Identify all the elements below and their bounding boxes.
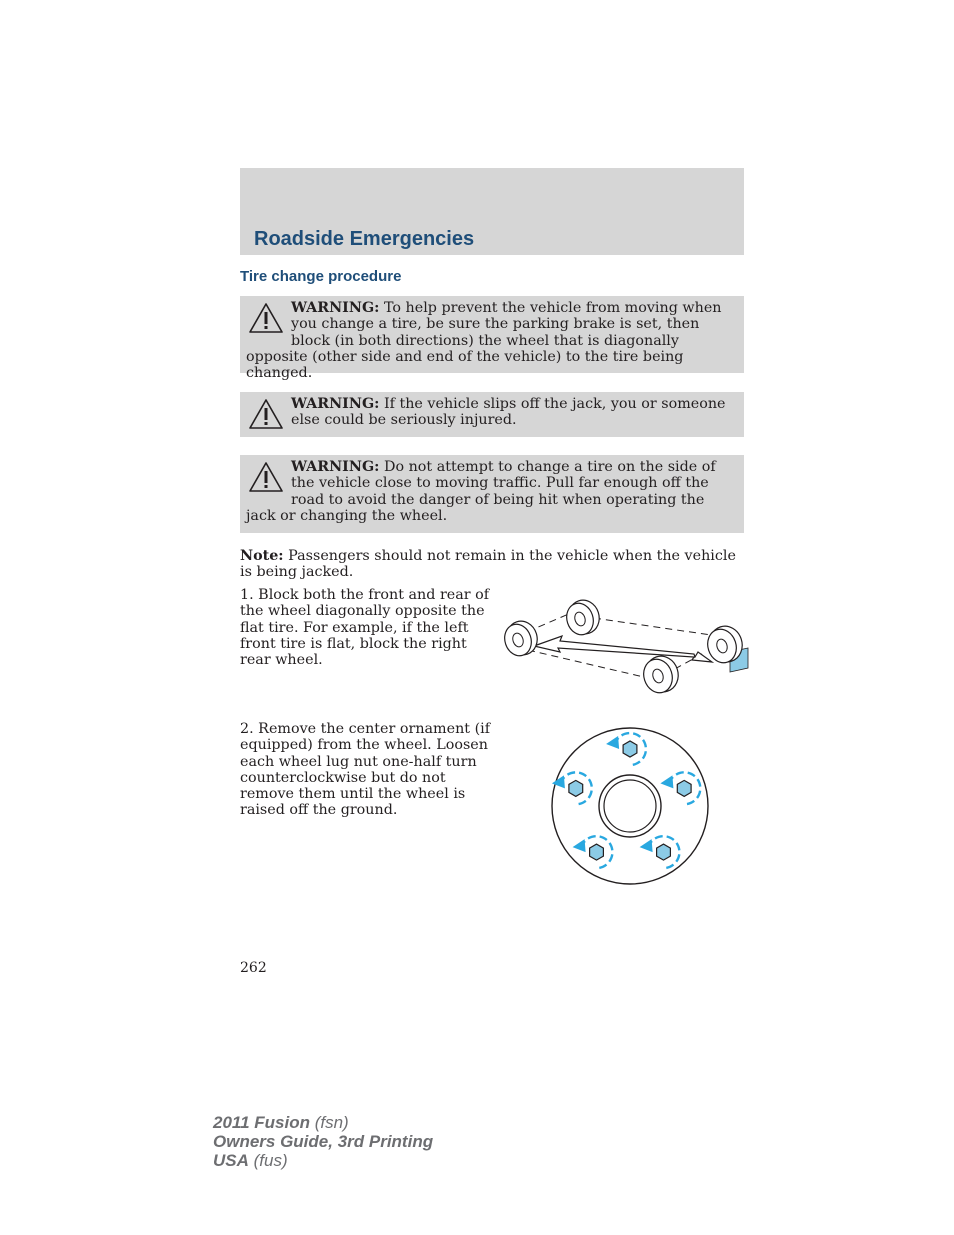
tire-left-front: [501, 617, 542, 659]
step-1-text: 1. Block both the front and rear of the wheel diagonally opposite the flat tire. For example, if the left front tire is flat, block the right rear wheel.: [240, 587, 490, 669]
footer-model: 2011 Fusion: [213, 1113, 310, 1132]
page-number: 262: [240, 960, 267, 976]
warning-text: If the vehicle slips off the jack, you or someone else could be seriously injured.: [291, 396, 726, 429]
footer-guide: Owners Guide, 3rd Printing: [213, 1132, 434, 1151]
note-text: Passengers should not remain in the vehicle when the vehicle is being jacked.: [240, 548, 736, 581]
warning-label: WARNING:: [291, 459, 380, 475]
note-paragraph: [240, 548, 744, 581]
warning-label: WARNING:: [291, 300, 380, 316]
tire-right-rear-blocked: [703, 622, 748, 672]
tire-right-front: [563, 596, 604, 638]
tire-left-rear: [639, 652, 682, 697]
warning-box-2: [240, 392, 744, 437]
footer-market: USA: [213, 1151, 249, 1170]
section-title: Roadside Emergencies: [254, 228, 475, 250]
warning-text: To help prevent the vehicle from moving when you change a tire, be sure the parking brake is set, then block (in both directions) the wheel that is diagonally opposite (other side and end of the vehicle) to the tire being changed.: [246, 300, 722, 382]
diagonal-wheel-blocking-diagram: [498, 596, 750, 700]
warning-box-1: [240, 296, 744, 382]
warning-label: WARNING:: [291, 396, 380, 412]
lug-nut-loosening-diagram: [546, 720, 714, 888]
document-footer: [213, 1113, 433, 1170]
footer-model-code: (fsn): [310, 1113, 349, 1132]
footer-market-code: (fus): [248, 1151, 288, 1170]
note-label: Note:: [240, 548, 284, 564]
warning-box-3: [240, 455, 744, 533]
warning-triangle-icon: [248, 302, 284, 334]
warning-triangle-icon: [248, 398, 284, 430]
warning-text: Do not attempt to change a tire on the side of the vehicle close to moving traffic. Pull far enough off the road to avoid the danger of being hit when operating the jack or changing the wheel.: [246, 459, 716, 524]
step-2-text: 2. Remove the center ornament (if equipped) from the wheel. Loosen each wheel lug nut one-half turn counterclockwise but do not remove them until the wheel is raised off the ground.: [240, 721, 491, 819]
subheading: Tire change procedure: [240, 268, 402, 285]
section-header-band: [240, 168, 744, 255]
warning-triangle-icon: [248, 461, 284, 493]
